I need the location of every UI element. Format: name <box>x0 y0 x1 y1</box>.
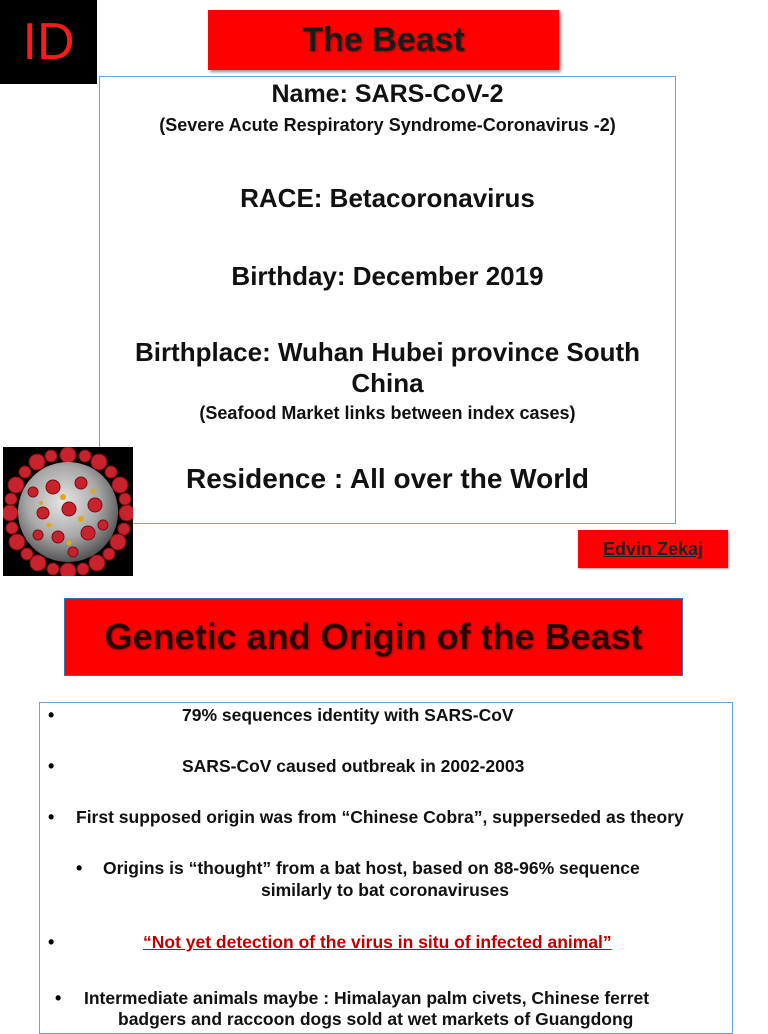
profile-birthplace-note: (Seafood Market links between index cases) <box>199 403 576 423</box>
bullet: • <box>76 858 83 878</box>
profile-name: Name: SARS-CoV-2 <box>271 80 504 108</box>
virus-profile-card <box>99 76 676 524</box>
coronavirus-image <box>3 447 133 576</box>
bullet: • <box>48 756 55 776</box>
profile-name-subtitle: (Severe Acute Respiratory Syndrome-Coronavirus -2) <box>159 115 616 135</box>
list-item-continuation: badgers and raccoon dogs sold at wet markets of Guangdong <box>118 1009 634 1029</box>
profile-birthplace-line2: China <box>351 368 424 398</box>
bullet: • <box>48 705 55 725</box>
genetic-origin-list <box>39 702 733 1034</box>
profile-birthplace-line1: Birthplace: Wuhan Hubei province South <box>134 337 641 367</box>
author-label: Edvin Zekaj <box>578 530 728 568</box>
list-item-highlight: “Not yet detection of the virus in situ of infected animal” <box>143 932 612 952</box>
list-item: Intermediate animals maybe : Himalayan palm civets, Chinese ferret <box>84 988 650 1008</box>
bullet: • <box>48 807 55 827</box>
list-item: Origins is “thought” from a bat host, based on 88-96% sequence <box>103 858 640 878</box>
profile-race: RACE: Betacoronavirus <box>240 183 535 213</box>
bullet: • <box>48 932 55 952</box>
section-title-genetic-origin: Genetic and Origin of the Beast <box>64 598 683 676</box>
slide-title-the-beast: The Beast <box>208 10 559 70</box>
profile-birthday: Birthday: December 2019 <box>231 261 544 291</box>
list-item: SARS-CoV caused outbreak in 2002-2003 <box>182 756 525 776</box>
list-item: First supposed origin was from “Chinese Cobra”, supperseded as theory <box>76 807 684 827</box>
profile-residence: Residence : All over the World <box>186 463 589 494</box>
id-logo-box: ID <box>0 0 97 84</box>
list-item-continuation: similarly to bat coronaviruses <box>261 880 510 900</box>
bullet: • <box>55 988 62 1008</box>
list-item: 79% sequences identity with SARS-CoV <box>182 705 514 725</box>
